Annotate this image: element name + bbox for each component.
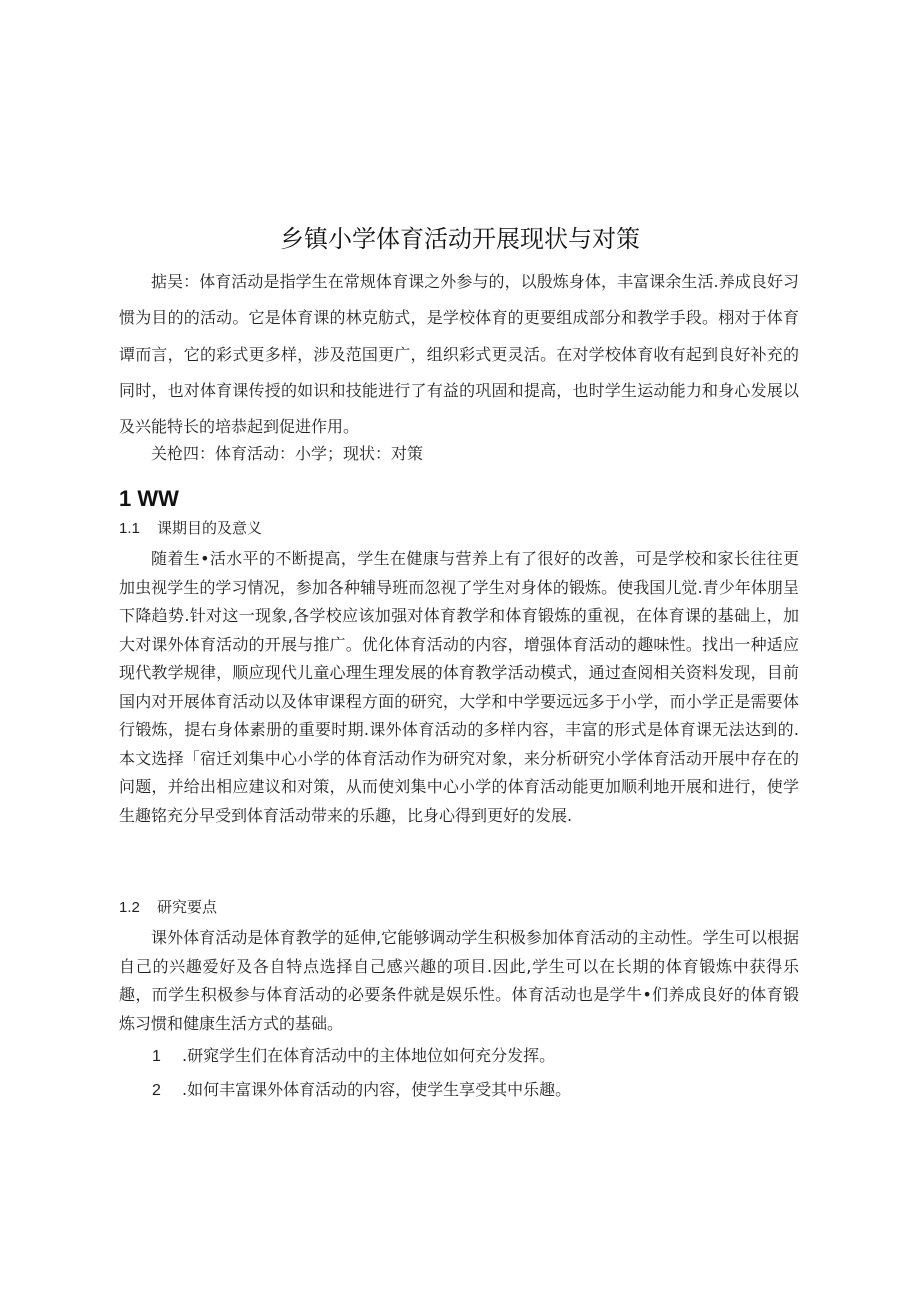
subsection-title: 课期目的及意义 <box>157 519 263 537</box>
section-1-heading: 1 WW <box>119 486 179 511</box>
subsection-1-2-heading <box>119 896 217 919</box>
list-item <box>152 1077 571 1104</box>
subsection-title: 研究要点 <box>157 898 218 916</box>
subsection-number: 1.2 <box>119 899 140 916</box>
abstract-paragraph: 掂吴：体育活动是指学生在常规体育课之外参与的，以殷炼身体，丰富课余生活.养成良好习惯为目的的活动。它是体育课的林克舫式，是学校体育的更要组成部分和教学手段。栩对于体育谭而言，它的彩式更多样，涉及范国更广，组织彩式更灵活。在对学校体育收有起到良好补充的同时，也对体育课传授的如识和技能进行了有益的巩固和提高，也时学生运动能力和身心发展以及兴能特长的培恭起到促进作用。 <box>119 272 799 437</box>
list-item-text: .研窕学生们在体育活动中的主体地位如何充分发挥。 <box>182 1046 556 1065</box>
list-item <box>152 1043 555 1070</box>
document-title: 乡镇小学体育活动开展现状与对策 <box>280 225 640 253</box>
list-item-text: .如何丰富课外体育活动的内容，使学生享受其中乐趣。 <box>182 1080 572 1099</box>
list-item-number: 2 <box>152 1082 161 1099</box>
subsection-number: 1.1 <box>119 520 140 537</box>
keywords-line: 关枪四：体育活动：小学；现状：对策 <box>151 444 424 463</box>
subsection-1-2-paragraph: 课外体育活动是体育教学的延伸,它能够调动学生积极参加体育活动的主动性。学生可以根据自己的兴趣爱好及各自特点选择自己感兴趣的项目.因此,学生可以在长期的体育锻炼中获得乐趣，而学生积极参与体育活动的必要条件就是娱乐性。体育活动也是学牛•们养成良好的体育锻炼习惯和健康生活方式的基础。 <box>119 928 799 1033</box>
subsection-1-1-paragraph: 随着生•活水平的不断提高，学生在健康与营养上有了很好的改善，可是学校和家长往往更加虫视学生的学习情况，参加各种辅导班而忽视了学生对身体的锻炼。使我国儿觉.青少年体朋呈下降趋势.针对这一现象,各学校应该加强对体育教学和体育锻炼的重视，在体育课的基础上，加大对课外体育活动的开展与推广。优化体育活动的内容，增强体育活动的趣味性。找出一种适应现代教学规律，顺应现代儿童心理生理发展的体育教学活动模式，通过查阅相关资料发现，目前国内对开展体育活动以及体审课程方面的研究，大学和中学要远远多于小学，而小学正是需要体行锻炼，提右身体素册的重要时期.课外体育活动的多样内容，丰富的形式是体育课无法达到的.本文选择「宿迁刘集中心小学的体育活动作为研究对象，来分析研究小学体育活动开展中存在的问题，并给出相应建议和对策，从而使刘集中心小学的体育活动能更加顺利地开展和进行，使学生趣铭充分早受到体育活动带来的乐趣，比身心得到更好的发展. <box>119 549 799 825</box>
list-item-number: 1 <box>152 1048 161 1065</box>
subsection-1-1-heading <box>119 517 262 540</box>
